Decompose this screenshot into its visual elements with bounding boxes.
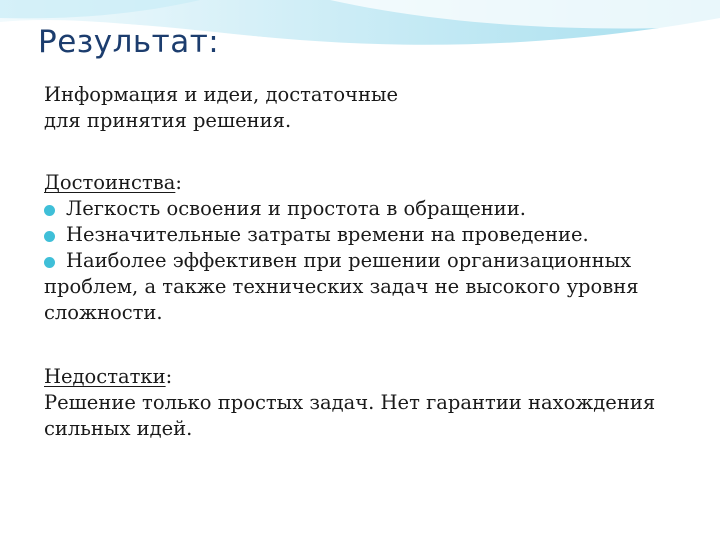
intro-line-1: Информация и идеи, достаточные: [44, 83, 399, 106]
advantages-heading-colon: :: [175, 171, 182, 194]
advantage-text: Легкость освоения и простота в обращении.: [66, 197, 526, 220]
advantage-text: Наиболее эффективен при решении организационных проблем, а также технических задач не высокого уровня сложности.: [44, 249, 639, 324]
advantages-heading-text: Достоинства: [44, 171, 176, 194]
bullet-dot-icon: [44, 205, 55, 216]
bullet-dot-icon: [44, 231, 55, 242]
disadvantages-heading: [44, 364, 704, 390]
list-item: [44, 248, 704, 326]
disadvantages-heading-text: Недостатки: [44, 365, 166, 388]
list-item: [44, 222, 704, 248]
disadvantages-text: Решение только простых задач. Нет гарантии нахождения сильных идей.: [44, 391, 656, 440]
disadvantages-heading-colon: :: [165, 365, 173, 388]
advantages-list: [44, 196, 704, 326]
slide-content: [44, 82, 704, 442]
intro-line-2: для принятия решения.: [44, 109, 292, 132]
bullet-dot-icon: [44, 257, 55, 268]
list-item: [44, 196, 704, 222]
advantage-text: Незначительные затраты времени на проведение.: [66, 223, 589, 246]
advantages-heading: [44, 170, 704, 196]
slide-title: Результат:: [38, 24, 220, 60]
